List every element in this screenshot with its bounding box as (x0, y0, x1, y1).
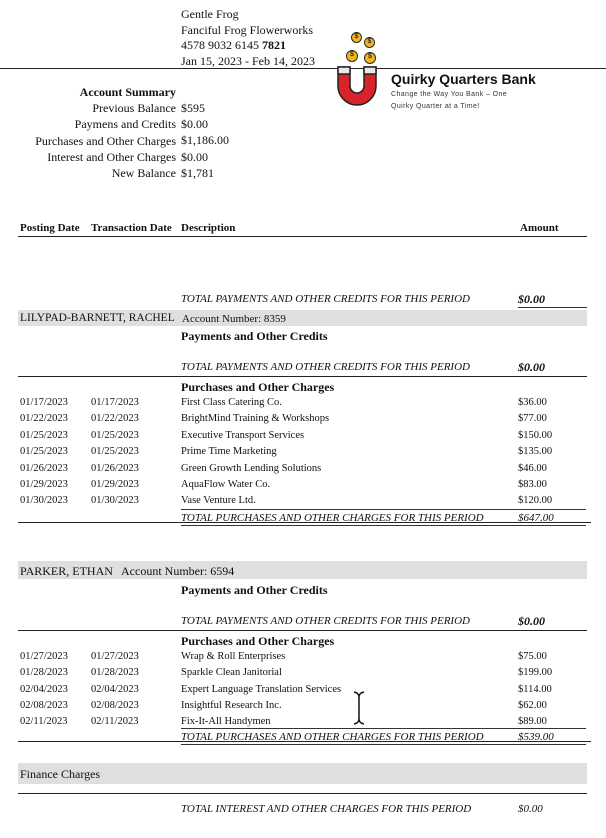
section-rule (18, 522, 591, 523)
account-band (18, 310, 587, 326)
posting-date-cell: 01/28/2023 (20, 667, 68, 679)
text-cursor-icon (352, 690, 366, 726)
payments-title: Payments and Other Credits (181, 583, 328, 597)
bank-name: Quirky Quarters Bank (391, 71, 536, 87)
column-transaction-date: Transaction Date (91, 222, 172, 234)
section-rule (18, 376, 587, 377)
summary-value: $1,781 (181, 165, 214, 180)
posting-date-cell: 01/17/2023 (20, 397, 68, 408)
transaction-date-cell: 01/28/2023 (91, 667, 139, 679)
summary-label: Purchases and Other Charges (35, 133, 176, 148)
transaction-date-cell: 01/22/2023 (91, 413, 139, 425)
payments-total-label: TOTAL PAYMENTS AND OTHER CREDITS FOR THIS PERIOD (181, 615, 470, 627)
purchases-title: Purchases and Other Charges (181, 634, 335, 648)
bank-tagline-line2: Quirky Quarter at a Time! (391, 103, 480, 110)
statement-period: Jan 15, 2023 - Feb 14, 2023 (181, 53, 315, 68)
transaction-date-cell: 01/25/2023 (91, 446, 139, 458)
section-rule (18, 741, 591, 742)
bank-logo (335, 30, 385, 110)
amount-cell: $89.00 (518, 716, 547, 728)
transaction-date-cell: 01/25/2023 (91, 429, 139, 441)
purchases-total-label: TOTAL PURCHASES AND OTHER CHARGES FOR THIS PERIOD (181, 731, 484, 743)
posting-date-cell: 01/25/2023 (20, 446, 68, 458)
posting-date-cell: 02/04/2023 (20, 683, 68, 695)
column-amount: Amount (520, 222, 559, 234)
amount-cell: $75.00 (518, 651, 547, 662)
bank-tagline (391, 89, 507, 113)
description-cell: Insightful Research Inc. (181, 699, 282, 711)
amount-cell: $120.00 (518, 495, 553, 507)
posting-date-cell: 01/25/2023 (20, 429, 68, 441)
summary-value: $0.00 (181, 149, 208, 164)
coin-icon: $ (364, 37, 375, 48)
magnet-icon (335, 65, 379, 107)
amount-cell: $135.00 (518, 446, 553, 458)
purchases-total-amount: $647.00 (518, 512, 554, 524)
summary-title: Account Summary (79, 85, 176, 99)
posting-date-cell: 01/29/2023 (20, 479, 68, 490)
top-payments-total-amount: $0.00 (518, 292, 545, 306)
posting-date-cell: 02/11/2023 (20, 716, 68, 728)
payments-title: Payments and Other Credits (181, 329, 328, 343)
card-number (181, 38, 315, 54)
coin-icon: $ (364, 52, 376, 64)
amount-cell: $199.00 (518, 667, 553, 679)
account-summary-labels (0, 84, 176, 181)
description-cell: Vase Venture Ltd. (181, 495, 256, 507)
coin-icon: $ (346, 50, 358, 62)
posting-date-cell: 01/27/2023 (20, 651, 68, 662)
company-name: Fanciful Frog Flowerworks (181, 22, 313, 37)
card-prefix: 4578 9032 6145 (181, 38, 262, 52)
card-last4: 7821 (262, 38, 286, 52)
summary-label: Paymens and Credits (74, 117, 176, 132)
statement-header (181, 7, 315, 69)
amount-cell: $62.00 (518, 699, 547, 711)
account-band (18, 561, 587, 579)
total-top-rule (181, 509, 586, 510)
account-number: Account Number: 6594 (121, 564, 235, 578)
payments-total-amount: $0.00 (518, 614, 545, 628)
transaction-date-cell: 01/27/2023 (91, 651, 139, 662)
finance-title: Finance Charges (20, 767, 101, 781)
purchases-title: Purchases and Other Charges (181, 380, 335, 394)
amount-cell: $114.00 (518, 683, 552, 695)
posting-date-cell: 02/08/2023 (20, 699, 68, 711)
transaction-date-cell: 02/08/2023 (91, 699, 139, 711)
total-bottom-rule (181, 744, 586, 745)
finance-total-label: TOTAL INTEREST AND OTHER CHARGES FOR THIS PERIOD (181, 803, 472, 815)
section-rule (18, 630, 587, 631)
transaction-date-cell: 02/04/2023 (91, 683, 139, 695)
amount-cell: $46.00 (518, 462, 547, 474)
summary-label: Previous Balance (92, 101, 176, 116)
total-top-rule (181, 728, 586, 729)
transaction-date-cell: 01/17/2023 (91, 397, 139, 408)
description-cell: Sparkle Clean Janitorial (181, 667, 282, 679)
summary-value: $1,186.00 (181, 133, 229, 148)
summary-value: $595 (181, 101, 205, 115)
payments-total-amount: $0.00 (518, 360, 545, 374)
description-cell: Expert Language Translation Services (181, 683, 342, 695)
payments-total-label: TOTAL PAYMENTS AND OTHER CREDITS FOR THIS PERIOD (181, 361, 470, 373)
amount-cell: $83.00 (518, 479, 547, 490)
header-rule (0, 68, 606, 69)
column-header-rule (18, 236, 587, 237)
description-cell: Green Growth Lending Solutions (181, 462, 322, 474)
column-posting-date: Posting Date (20, 222, 80, 234)
posting-date-cell: 01/30/2023 (20, 495, 68, 507)
account-summary-values (181, 100, 229, 181)
summary-value: $0.00 (181, 117, 208, 132)
posting-date-cell: 01/22/2023 (20, 413, 68, 425)
transaction-date-cell: 01/30/2023 (91, 495, 139, 507)
account-number: Account Number: 8359 (182, 312, 286, 325)
description-cell: AquaFlow Water Co. (181, 479, 271, 490)
posting-date-cell: 01/26/2023 (20, 462, 68, 474)
transaction-date-cell: 01/29/2023 (91, 479, 139, 490)
description-cell: Fix-It-All Handymen (181, 716, 271, 728)
summary-label: New Balance (111, 166, 176, 181)
bank-tagline-line1: Change the Way You Bank – One (391, 91, 508, 98)
purchases-total-label: TOTAL PURCHASES AND OTHER CHARGES FOR THIS PERIOD (181, 512, 484, 524)
account-holder: PARKER, ETHAN (20, 564, 113, 578)
amount-cell: $77.00 (518, 413, 547, 425)
finance-band (18, 763, 587, 784)
amount-cell: $36.00 (518, 397, 547, 408)
total-bottom-rule (181, 525, 586, 526)
amount-rule (518, 307, 587, 308)
column-description: Description (181, 222, 236, 234)
description-cell: Wrap & Roll Enterprises (181, 651, 286, 662)
description-cell: Executive Transport Services (181, 429, 305, 441)
customer-name: Gentle Frog (181, 7, 239, 21)
top-payments-total-label: TOTAL PAYMENTS AND OTHER CREDITS FOR THIS PERIOD (181, 293, 470, 305)
section-rule (18, 793, 587, 794)
transaction-date-cell: 01/26/2023 (91, 462, 139, 474)
description-cell: BrightMind Training & Workshops (181, 413, 330, 425)
account-holder: LILYPAD-BARNETT, RACHEL (20, 312, 175, 324)
transaction-date-cell: 02/11/2023 (91, 716, 139, 728)
amount-cell: $150.00 (518, 429, 553, 441)
coin-icon: $ (351, 32, 362, 43)
description-cell: First Class Catering Co. (181, 397, 282, 408)
finance-total-amount: $0.00 (518, 803, 543, 815)
description-cell: Prime Time Marketing (181, 446, 277, 458)
purchases-total-amount: $539.00 (518, 731, 554, 743)
summary-label: Interest and Other Charges (47, 149, 176, 164)
